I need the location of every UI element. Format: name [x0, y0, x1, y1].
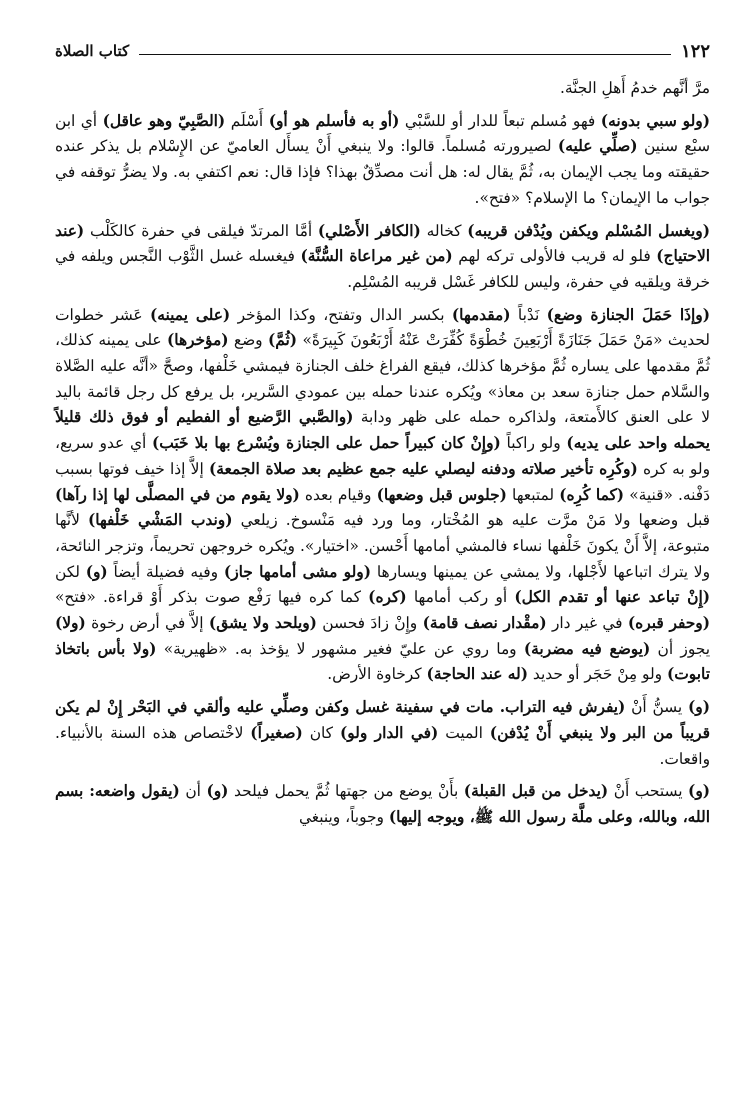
matn-text: (صلِّي عليه) — [557, 137, 638, 156]
commentary-text: وما روي عن عليّ فغير مشهور لا يؤخذ به. «ظهيرية» — [156, 639, 524, 658]
commentary-text: بأَنْ يوضع من جهتها ثُمَّ يحمل فيلحد — [228, 782, 464, 801]
matn-text: (من غير مراعاة السُّنَّة) — [300, 247, 453, 266]
matn-text: (وإِنْ كان كبيراً حمل على الجنازة ويُسْرع بها بلا خَبَب) — [152, 434, 501, 453]
commentary-text: أي عدو سريع، ولو به كره — [55, 434, 711, 478]
matn-text: (وحفر قبره) — [627, 614, 710, 633]
commentary-text: ولو راكباً — [500, 434, 567, 453]
commentary-text: فهو مُسلم تبعاً للدار أو للسَّبْي — [399, 111, 601, 130]
matn-text: (عند الاحتياج) — [55, 221, 710, 266]
matn-text: (يفرش فيه التراب. مات في سفينة غسل وكفن وصلِّي عليه وألقي في البَحْر إِنْ لم يكن قريباً من البر ولا ينبغي أَنْ يُدْفن) — [55, 698, 710, 742]
commentary-text: لصيرورته مُسلماً. قالوا: ولا ينبغي أَنْ يسأَل العاميّ عن الإِسْلام بل يذكر عنده حقيقته وما يجب الإيمان به، ثُمَّ يقال له: هل أنت مصدِّقٌ بهذا؟ فإذا قال: نعم اكتفي به. ولا يضرُّ توقفه في جواب ما الإيمان؟ ما الإسلام؟ «فتح». — [55, 137, 710, 207]
body-text — [55, 76, 710, 831]
matn-text: (يوضع فيه مضربة) — [523, 639, 651, 658]
commentary-text: أمَّا المرتدّ فيلقى في حفرة كالكَلْب — [84, 221, 318, 240]
matn-text: (ولو سبي بدونه) — [600, 111, 711, 130]
commentary-text: وضع — [228, 331, 268, 350]
matn-text: (الصَّبِيّ وهو عاقل) — [102, 111, 226, 130]
book-page — [55, 38, 710, 1075]
matn-text: (مقدمها) — [451, 305, 511, 324]
commentary-text: إلاَّ إذا خيف فوتها بسبب دَفْنه. «قنية» — [55, 459, 710, 504]
commentary-text: يستحب أَنْ — [608, 782, 689, 801]
commentary-text: إلاَّ في أرض رخوة — [85, 614, 209, 633]
commentary-text: مرَّ أنَّهم خدمُ أَهلِ الجنَّة. — [559, 79, 710, 97]
commentary-text: كما كره فيها رَفْع صوت بذكر أَوْ قراءة. «فتح» — [55, 588, 369, 607]
commentary-text: أن — [179, 782, 207, 801]
matn-text: (ولا يقوم من في المصلَّى لها إذا رآها) — [55, 485, 300, 504]
matn-text: (و) — [688, 782, 711, 801]
matn-text: (وكُرِه تأخير صلاته ودفنه ليصلي عليه جمع عظيم بعد صلاة الجمعة) — [209, 459, 638, 478]
matn-text: (له عند الحاجة) — [426, 665, 529, 684]
commentary-text: في غير دار — [546, 614, 628, 633]
page-header — [55, 38, 710, 64]
matn-text: (و) — [688, 698, 710, 717]
matn-text: (والصَّبي الرَّضيع أو الفطيم أو فوق ذلك قليلاً يحمله واحد على يديه) — [55, 408, 711, 453]
matn-text: (ويلحد ولا يشق) — [208, 614, 317, 633]
matn-text: (و) — [206, 782, 229, 801]
matn-text: (ويغسل المُسْلم ويكفن ويُدْفن قريبه) — [467, 221, 710, 240]
matn-text: (كما كُرِه) — [559, 485, 625, 504]
matn-text: (مقْدار نصف قامة) — [422, 614, 547, 633]
commentary-text: كان — [302, 723, 340, 742]
matn-text: (في الدار ولو) — [339, 723, 439, 742]
commentary-text: أي ابن سبْع سنين — [55, 111, 710, 156]
commentary-text: قبل وضعها ولا مَنْ مرَّت عليه هو المُخْتار، وما ورد فيه مَنْسوخ. زيلعي — [232, 511, 710, 530]
commentary-text: لمتبعها — [506, 485, 560, 504]
commentary-text: لاخْتصاص هذه السنة بالأنبياء. واقعات. — [55, 723, 710, 768]
paragraph — [55, 76, 710, 102]
matn-text: (جلوس قبل وضعها) — [376, 485, 507, 504]
matn-text: (صغيراً) — [250, 723, 303, 742]
paragraph — [55, 695, 710, 772]
commentary-text: عَشر خطوات لحديث «مَنْ حَمَلَ جَنَازَةً أَرْبَعِينَ خُطْوَةً كُفِّرَتْ عَنْهُ أَرْبَعُونَ كَبِيرَةً» — [55, 305, 710, 350]
commentary-text: كخاله — [420, 221, 468, 240]
matn-text: (ولا) — [55, 614, 86, 633]
commentary-text: وجوباً، وينبغي — [298, 807, 389, 826]
commentary-text: يجوز أن — [650, 639, 710, 658]
paragraph — [55, 303, 710, 689]
commentary-text: كرخاوة الأرض. — [327, 665, 427, 684]
header-rule — [139, 54, 671, 55]
matn-text: (يدخل من قبل القبلة) — [463, 782, 609, 801]
matn-text: (و) — [85, 562, 108, 581]
matn-text: (وإذَا حَمَلَ الجنازة وضع) — [546, 305, 710, 324]
matn-text: (مؤخرها) — [166, 331, 229, 350]
commentary-text: وإِنْ زادَ فحسن — [316, 614, 423, 633]
commentary-text: فيغسله غسل الثَّوْب النَّجس ويلفه في خرقة ويلقيه في حفرة، وليس للكافر غَسْل قريبه المُسْلِم. — [55, 247, 710, 291]
matn-text: (إِنْ تباعد عنها أو تقدم الكل) — [514, 588, 711, 607]
matn-text: (على يمينه) — [149, 305, 231, 324]
paragraph — [55, 779, 710, 830]
matn-text: (يقول واضعه: بسم الله، وبالله، وعلى ملَّة رسول الله ﷺ، ويوجه إليها) — [55, 782, 710, 826]
commentary-text: لأنَّها متبوعة، إلاَّ أَنْ يكونَ خَلْفها نساء فالمشي أمامها أَحْسن. «اختيار». ويُكره خروجهن تحريماً، وتزجر النائحة، ولا يترك اتباعها لأَجْلها، ولا يمشي عن يمينها ويسارها — [55, 511, 711, 581]
matn-text: (أو به فأسلم هو أو) — [268, 111, 400, 130]
commentary-text: بكسر الدال وتفتح، وكذا المؤخر — [230, 305, 452, 324]
page-number: ١٢٢ — [680, 40, 710, 62]
commentary-text: على يمينه كذلك، ثُمَّ مقدمها على يساره ثُمَّ مؤخرها كذلك، فيقع الفراغ خلف الجنازة فيمشي خَلْفها، وصحَّ «أنَّه عليه الصَّلاة والسَّلام حمل جنازة سعد بن معاذ» ويُكره عندنا حمله بين عمودي السَّرير، بل يرفع كل رجل قائمة باليد لا على العنق كالأَمتعة، ولذاكره حمله على ظهر ودابة — [55, 331, 711, 427]
matn-text: (وندب المَشْي خَلْفها) — [87, 511, 233, 530]
commentary-text: لكن — [55, 562, 86, 581]
commentary-text: أَسْلَم — [225, 111, 269, 130]
commentary-text: فلو له قريب فالأولى تركه لهم — [452, 247, 657, 266]
commentary-text: يسنُّ أَنْ — [625, 698, 688, 717]
matn-text: (ولو مشى أمامها جاز) — [223, 562, 372, 581]
commentary-text: وفيه فضيلة أيضاً — [107, 562, 224, 581]
matn-text: (الكافر الأَصْلي) — [317, 221, 421, 240]
matn-text: (ولا بأس باتخاذ تابوت) — [55, 639, 710, 684]
commentary-text: نَدْباً — [510, 305, 547, 324]
paragraph — [55, 219, 710, 296]
commentary-text: وقيام بعده — [299, 485, 377, 504]
book-title: كتاب الصلاة — [55, 42, 130, 60]
commentary-text: الميت — [438, 723, 490, 742]
commentary-text: أو ركب أمامها — [406, 588, 515, 607]
commentary-text: ولو مِنْ حَجَر أو حديد — [528, 665, 668, 684]
matn-text: (ثُمَّ) — [267, 331, 298, 350]
paragraph — [55, 109, 710, 212]
matn-text: (كره) — [368, 588, 407, 607]
